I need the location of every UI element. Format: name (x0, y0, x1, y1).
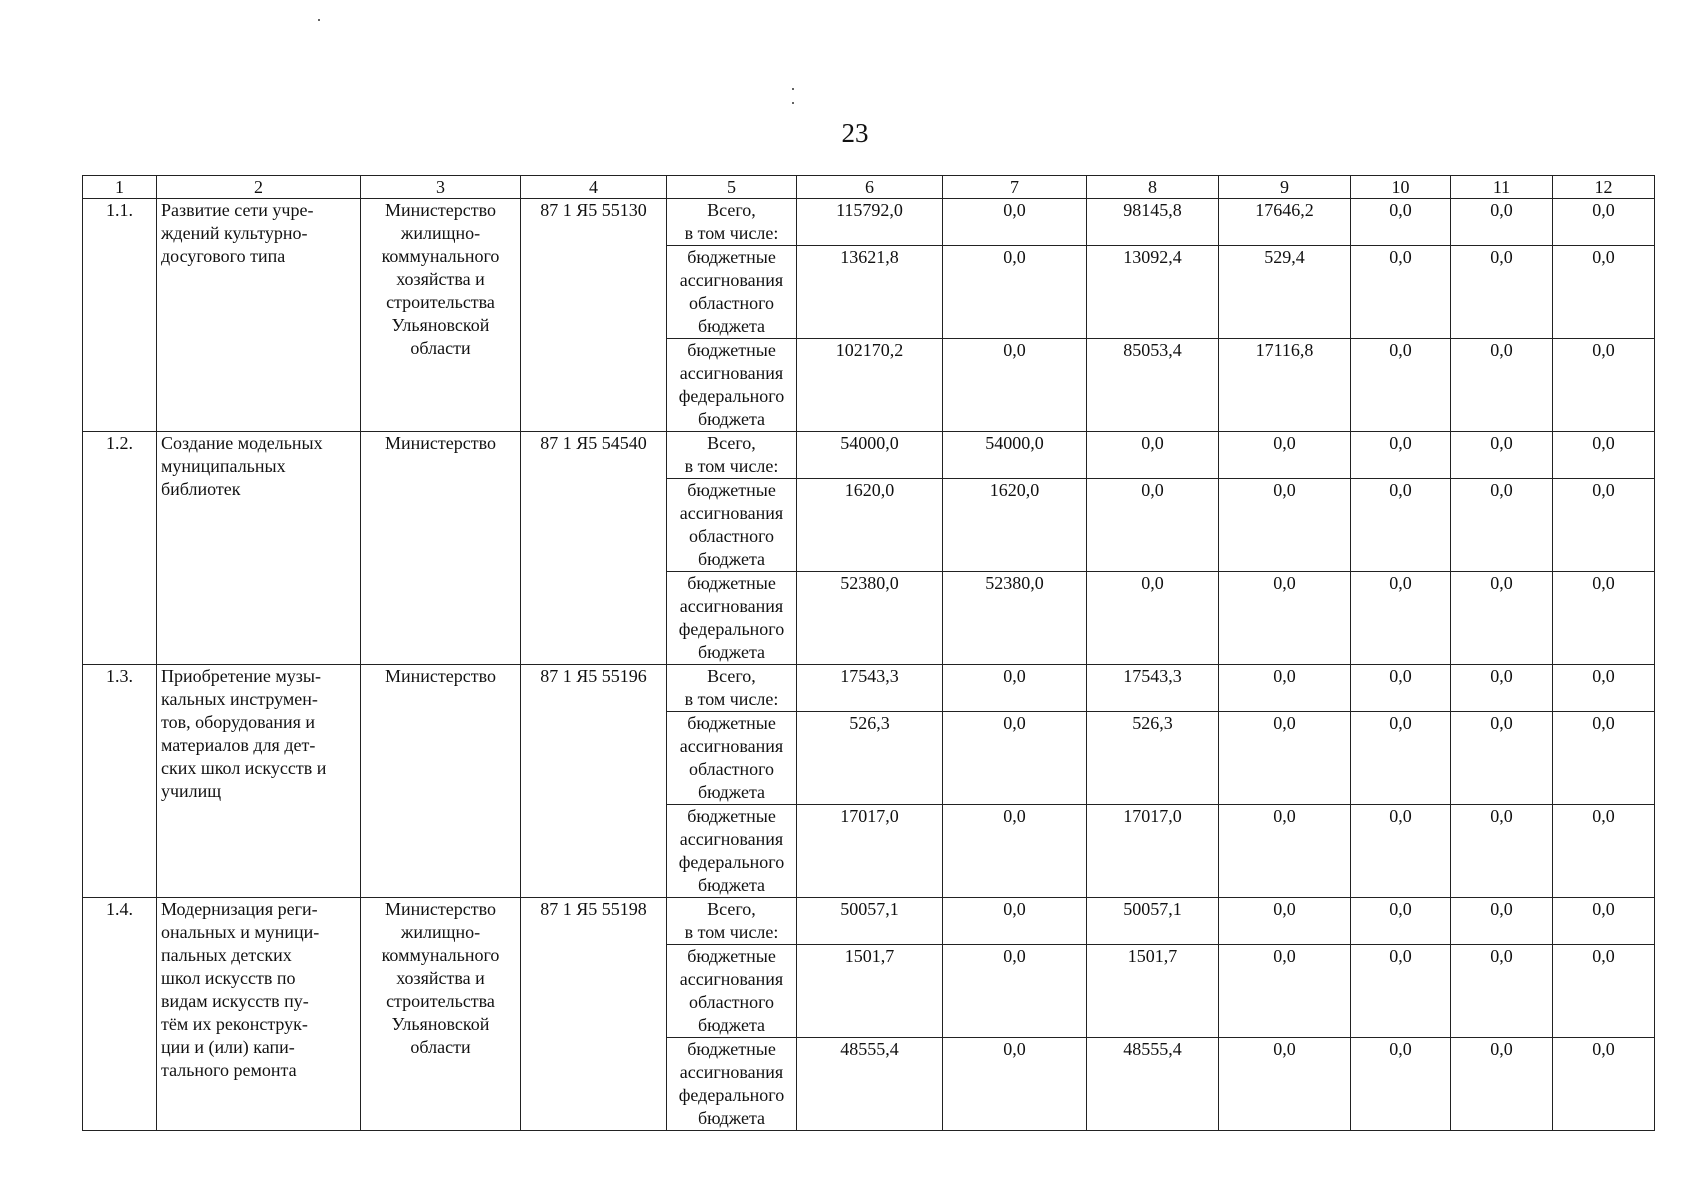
value-cell-col-12: 0,0 (1553, 199, 1655, 246)
value-cell-col-11: 0,0 (1451, 479, 1553, 572)
value-cell-col-12: 0,0 (1553, 479, 1655, 572)
funding-source-text: Всего, в том числе: (684, 200, 779, 243)
value-cell-col-10: 0,0 (1351, 898, 1451, 945)
value-cell-col-12: 0,0 (1553, 805, 1655, 898)
responsible-agency-text: Министерство жилищно- коммунального хозяйства и строительства Ульяновской области (381, 899, 500, 1057)
value-cell-col-9: 529,4 (1219, 246, 1351, 339)
value-cell-col-9: 0,0 (1219, 712, 1351, 805)
value-cell-col-12: 0,0 (1553, 1038, 1655, 1131)
item-number: 1.3. (83, 665, 157, 898)
column-header-10: 10 (1351, 176, 1451, 199)
funding-source-text: бюджетные ассигнования областного бюджета (679, 247, 784, 336)
value-cell-col-11: 0,0 (1451, 665, 1553, 712)
column-header-11: 11 (1451, 176, 1553, 199)
value-cell-col-12: 0,0 (1553, 246, 1655, 339)
column-header-4: 4 (521, 176, 667, 199)
responsible-agency (361, 199, 521, 432)
value-cell-col-10: 0,0 (1351, 1038, 1451, 1131)
funding-source-text: бюджетные ассигнования областного бюджета (679, 713, 784, 802)
value-cell-col-7: 0,0 (943, 945, 1087, 1038)
funding-source (667, 479, 797, 572)
value-cell-col-9: 0,0 (1219, 805, 1351, 898)
value-cell-col-7: 0,0 (943, 246, 1087, 339)
value-cell-col-10: 0,0 (1351, 712, 1451, 805)
value-cell-col-6: 1501,7 (797, 945, 943, 1038)
value-cell-col-11: 0,0 (1451, 572, 1553, 665)
value-cell-col-8: 0,0 (1087, 479, 1219, 572)
item-number: 1.4. (83, 898, 157, 1131)
scan-speck (792, 88, 794, 90)
header-row (83, 176, 1655, 199)
value-cell-col-10: 0,0 (1351, 479, 1451, 572)
value-cell-col-6: 1620,0 (797, 479, 943, 572)
item-name-text: Модернизация реги- ональных и муници- пальных детских школ искусств по видам искусств пу- тём их реконструк- ции и (или) капи- тального ремонта (161, 899, 320, 1080)
value-cell-col-9: 0,0 (1219, 432, 1351, 479)
value-cell-col-8: 17017,0 (1087, 805, 1219, 898)
value-cell-col-11: 0,0 (1451, 339, 1553, 432)
value-cell-col-12: 0,0 (1553, 898, 1655, 945)
value-cell-col-6: 102170,2 (797, 339, 943, 432)
value-cell-col-8: 1501,7 (1087, 945, 1219, 1038)
budget-code: 87 1 Я5 55196 (521, 665, 667, 898)
value-cell-col-8: 0,0 (1087, 432, 1219, 479)
table-row (83, 432, 1655, 479)
value-cell-col-7: 1620,0 (943, 479, 1087, 572)
column-header-5: 5 (667, 176, 797, 199)
funding-source-text: Всего, в том числе: (684, 666, 779, 709)
budget-code: 87 1 Я5 54540 (521, 432, 667, 665)
value-cell-col-6: 115792,0 (797, 199, 943, 246)
table-row (83, 898, 1655, 945)
value-cell-col-12: 0,0 (1553, 572, 1655, 665)
value-cell-col-12: 0,0 (1553, 945, 1655, 1038)
value-cell-col-11: 0,0 (1451, 246, 1553, 339)
funding-source-text: Всего, в том числе: (684, 899, 779, 942)
value-cell-col-6: 54000,0 (797, 432, 943, 479)
value-cell-col-7: 0,0 (943, 712, 1087, 805)
funding-source (667, 945, 797, 1038)
responsible-agency-text: Министерство жилищно- коммунального хозяйства и строительства Ульяновской области (381, 200, 500, 358)
value-cell-col-11: 0,0 (1451, 1038, 1553, 1131)
value-cell-col-8: 48555,4 (1087, 1038, 1219, 1131)
value-cell-col-9: 0,0 (1219, 898, 1351, 945)
value-cell-col-7: 0,0 (943, 1038, 1087, 1131)
scan-speck (792, 102, 794, 104)
funding-source-text: бюджетные ассигнования областного бюджета (679, 480, 784, 569)
value-cell-col-7: 52380,0 (943, 572, 1087, 665)
column-header-2: 2 (157, 176, 361, 199)
value-cell-col-6: 48555,4 (797, 1038, 943, 1131)
funding-source-text: бюджетные ассигнования федерального бюджета (678, 806, 785, 895)
funding-source (667, 246, 797, 339)
item-name (157, 898, 361, 1131)
value-cell-col-11: 0,0 (1451, 805, 1553, 898)
funding-source-text: Всего, в том числе: (684, 433, 779, 476)
value-cell-col-12: 0,0 (1553, 665, 1655, 712)
column-header-7: 7 (943, 176, 1087, 199)
value-cell-col-7: 0,0 (943, 805, 1087, 898)
funding-source (667, 712, 797, 805)
value-cell-col-10: 0,0 (1351, 199, 1451, 246)
value-cell-col-6: 13621,8 (797, 246, 943, 339)
value-cell-col-8: 526,3 (1087, 712, 1219, 805)
value-cell-col-10: 0,0 (1351, 246, 1451, 339)
value-cell-col-10: 0,0 (1351, 805, 1451, 898)
value-cell-col-7: 0,0 (943, 199, 1087, 246)
value-cell-col-8: 13092,4 (1087, 246, 1219, 339)
value-cell-col-11: 0,0 (1451, 945, 1553, 1038)
value-cell-col-8: 17543,3 (1087, 665, 1219, 712)
budget-code: 87 1 Я5 55130 (521, 199, 667, 432)
column-header-12: 12 (1553, 176, 1655, 199)
value-cell-col-6: 526,3 (797, 712, 943, 805)
table-row (83, 665, 1655, 712)
value-cell-col-8: 50057,1 (1087, 898, 1219, 945)
scan-speck (318, 19, 320, 21)
funding-source (667, 805, 797, 898)
value-cell-col-9: 0,0 (1219, 572, 1351, 665)
funding-source (667, 1038, 797, 1131)
value-cell-col-8: 98145,8 (1087, 199, 1219, 246)
column-header-3: 3 (361, 176, 521, 199)
item-number: 1.1. (83, 199, 157, 432)
page-number: 23 (841, 118, 869, 148)
funding-source-text: бюджетные ассигнования федерального бюджета (678, 340, 785, 429)
funding-source (667, 572, 797, 665)
funding-source-text: бюджетные ассигнования областного бюджета (679, 946, 784, 1035)
value-cell-col-12: 0,0 (1553, 712, 1655, 805)
item-name (157, 665, 361, 898)
responsible-agency-text: Министерство (385, 666, 496, 686)
funding-source-text: бюджетные ассигнования федерального бюджета (678, 1039, 785, 1128)
budget-table (82, 175, 1655, 1131)
value-cell-col-9: 0,0 (1219, 479, 1351, 572)
item-number: 1.2. (83, 432, 157, 665)
value-cell-col-9: 17116,8 (1219, 339, 1351, 432)
responsible-agency (361, 898, 521, 1131)
item-name (157, 199, 361, 432)
item-name-text: Приобретение музы- кальных инструмен- тов, оборудования и материалов для дет- ских школ искусств и училищ (161, 666, 327, 801)
value-cell-col-6: 17017,0 (797, 805, 943, 898)
funding-source (667, 432, 797, 479)
item-name-text: Создание модельных муниципальных библиотек (161, 433, 323, 499)
value-cell-col-11: 0,0 (1451, 712, 1553, 805)
value-cell-col-6: 52380,0 (797, 572, 943, 665)
item-name (157, 432, 361, 665)
value-cell-col-7: 0,0 (943, 339, 1087, 432)
column-header-8: 8 (1087, 176, 1219, 199)
value-cell-col-9: 0,0 (1219, 1038, 1351, 1131)
value-cell-col-11: 0,0 (1451, 898, 1553, 945)
value-cell-col-11: 0,0 (1451, 199, 1553, 246)
column-header-9: 9 (1219, 176, 1351, 199)
responsible-agency (361, 432, 521, 665)
value-cell-col-12: 0,0 (1553, 339, 1655, 432)
value-cell-col-6: 17543,3 (797, 665, 943, 712)
value-cell-col-10: 0,0 (1351, 665, 1451, 712)
value-cell-col-9: 0,0 (1219, 945, 1351, 1038)
responsible-agency (361, 665, 521, 898)
funding-source (667, 665, 797, 712)
table-body (83, 176, 1655, 1131)
value-cell-col-8: 0,0 (1087, 572, 1219, 665)
value-cell-col-10: 0,0 (1351, 945, 1451, 1038)
table-row (83, 199, 1655, 246)
value-cell-col-6: 50057,1 (797, 898, 943, 945)
value-cell-col-10: 0,0 (1351, 339, 1451, 432)
responsible-agency-text: Министерство (385, 433, 496, 453)
funding-source (667, 898, 797, 945)
value-cell-col-7: 0,0 (943, 898, 1087, 945)
value-cell-col-7: 0,0 (943, 665, 1087, 712)
value-cell-col-9: 17646,2 (1219, 199, 1351, 246)
funding-source (667, 339, 797, 432)
column-header-1: 1 (83, 176, 157, 199)
funding-source (667, 199, 797, 246)
value-cell-col-10: 0,0 (1351, 432, 1451, 479)
value-cell-col-12: 0,0 (1553, 432, 1655, 479)
funding-source-text: бюджетные ассигнования федерального бюджета (678, 573, 785, 662)
value-cell-col-8: 85053,4 (1087, 339, 1219, 432)
value-cell-col-10: 0,0 (1351, 572, 1451, 665)
value-cell-col-7: 54000,0 (943, 432, 1087, 479)
value-cell-col-9: 0,0 (1219, 665, 1351, 712)
value-cell-col-11: 0,0 (1451, 432, 1553, 479)
column-header-6: 6 (797, 176, 943, 199)
item-name-text: Развитие сети учре- ждений культурно- досугового типа (161, 200, 314, 266)
budget-code: 87 1 Я5 55198 (521, 898, 667, 1131)
